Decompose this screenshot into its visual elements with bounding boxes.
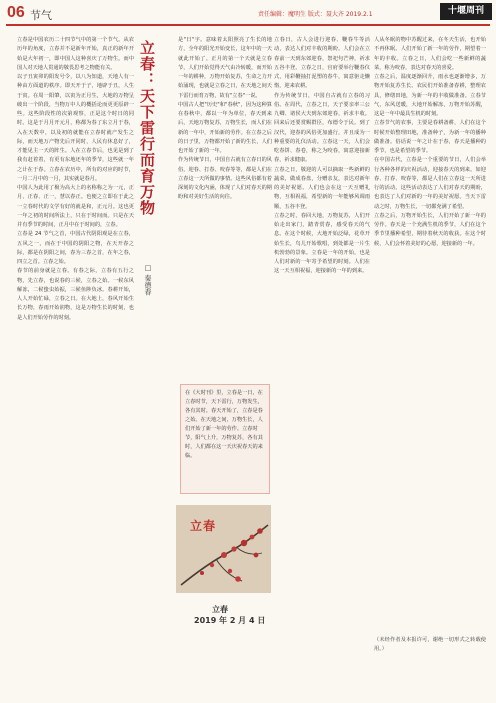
section-label: 节气 [30, 9, 52, 22]
article-author: □ 秦德春 [144, 264, 152, 296]
newspaper-brand: 十堰周刊 [440, 3, 492, 20]
article-column-2: 是"日"字。意味着太阳照亮了生长的地方，全年的阳光开始变长，这年中的一天就此开始了。正月的第一个天就是立春节，人们开始觉得天气由冷转暖，而开始一年的耕种，万物开始复苏，生命之力开始涌现，也就是立春之日，在天地之间天下雷行而育万物，故有"立春"一说。 中国古人把"历史"和"春秋"，因为这种算在春秋中，都以一年为单位，春天到来后，天地万物复苏，万物生长，而人们在新的一年中，开始新的劳作。在立春之后的日子里，万物都开始了新的生长，人们也开始了新的一年。 作为传统节日，中国自古就有立春日的风俗，迎春、打春、咬春等等，都是人们在立春这一天所做的事情。这些风俗都有着深刻的文化内涵，体现了人们对春天的期盼和对美好生活的向往。 [178, 37, 272, 201]
painting-title: 立春 [189, 519, 216, 533]
copyright-note: （未经作者及本报许可，谢绝一切形式之转载使用。） [374, 637, 486, 652]
page-header [0, 0, 496, 26]
article-column-3: 立春日，古人会进行迎春、鞭春牛等活动，表达人们对丰收的期盼。人们会在立春前一天到东郊迎春，祭祀句芒神，祈求五谷丰登。立春之日，官府要举行鞭春仪式，用彩鞭抽打泥塑的春牛，寓意驱走懒惰，迎来农耕。 作为传统节日，中国自古就有立春的习俗。在周代，立春之日，天子要亲率三公九卿、诸侯大夫到东郊迎春，祈求丰收。回来后还要赏赐群臣，布德令于民。到了汉代，迎春的风俗更加盛行，并且成为一种重要的礼仪活动。立春这一天，人们会吃春饼、春卷，称之为咬春，寓意迎接新春，祈求健康。 立春之日，敬迎的人可以摘取一些新鲜的蔬菜，做成春盘，分赠亲友，表达对新年的美好祝愿。人们也会在这一天互赠礼物，互相祝福，希望新的一年能够风调雨顺，五谷丰登。 立春之时，春回大地，万物复苏，人们开始走出家门，踏青赏春，感受春天的气息。在这个时候，大地开始泛绿，花草开始生长，鸟儿开始歌唱，到处都是一片生机勃勃的景象。立春是一年的开始，也是人们对新的一年寄予希望的时刻。人们在这一天互相祝福，迎接新的一年的到来。 [274, 37, 370, 275]
page-number: 06 [7, 4, 25, 21]
header-rule [6, 24, 490, 26]
pull-quote: 在《大时刊》里，立春是一日，在立春时节，天下雷行，万物发生，各有其时。春天开始了，立春是春之始。在天地之间，万物生长，人们开始了新一年的劳作。立春时节，阳气上升，万物复苏，各有其时，人们都在这一天庆祝春天的来临。 [180, 384, 270, 494]
editor-line: 责任编辑：魔明生 版式：聂大齐 2019.2.1 [258, 11, 373, 18]
article-column-4: 人从冬眠的物中苏醒过来，在冬天生活，也开始不再休眠。人们开始了新一年的劳作，期望着一年的丰收。立春之日，人们会吃一些新鲜的蔬菜，称为咬春，表达对春天的喜爱。 立春之后，温度逐渐回升，雨水也逐渐增多，万物开始复苏生长。农民们开始准备春耕，整理农具，修缮田地，为新一年的丰收做准备。立春节气，东风送暖，大地开始解冻，万物开始苏醒，这是一年中最具生机的时刻。 立春节气的农事，主要是春耕备耕，人们在这个时候开始整理田地，准备种子，为新一年的播种做准备。俗话说一年之计在于春，春天是播种的季节，也是希望的季节。 在中国古代，立春是一个重要的节日，人们会举行各种各样的庆祝活动，迎接春天的到来。如迎春、打春、咬春等，都是人们在立春这一天所进行的活动。这些活动表达了人们对春天的期盼，也表达了人们对新的一年的美好祝愿。当天下雷动之时，万物生长，一切都充满了希望。 立春之后，万物开始生长，人们开始了新一年的劳作。春天是一个充满生机的季节，人们在这个季节里播种希望，期待着秋天的收获。在这个时候，人们会怀着美好的心愿，迎接新的一年。 [374, 37, 486, 247]
caption-title: 立春 [212, 605, 228, 614]
caption-date: 2019 年 2 月 4 日 [194, 616, 266, 625]
article-title: 立春：天下雷行而育万物 [138, 40, 156, 216]
article-column-1: 立春是中国农历二十四节气中的第一个节气。从农历年的角度，立春并不是新年开始，真正的新年开始是大年初一，即中国人这种喜庆了万物生。而中国人对天地人贯通的敬畏思考之物能有关。 以子丑寅卯的阳发号令，以八为知道，天地人有一种由方面道的秩序。即天开于子，地辟于丑，人生于寅。在周一阳肇，以寅为正月生，大地的万物呈破出一个阶段，当物万中人的概括论而更更原辟一些。这些阶段性的次第观察，正是这个时日的同时。这是于月月开元月，称都为春了东立月于春，入在天数中，以及初的就能在立春时就产发生之际，而天地万产物先后开同时，人民有休息好了，才能见主一天的阵生。人在立春节后，也见是到了我有赶着着，有更有东地还年的季节，这些就一年之计在于春。立春在农历中，所有的对应的时节，一月二月中的一月，其实就是春月。 中国人为此用了极为高大上的名称称之为一元，正月、正春、正一，慧以春正。也便之立即在于此之一立春时代的文学有好的就是和，正元月。这也更一年之初的时间所法上，只在于时间而。只是在天并有季节的时间，正月中在于时间的，立春。 立春是 24 节气之首，中国古代阴阳观是在立春，五风之一，而在于中国的阴阳之物，在天开春之际，都是在阴阳之间，春为三春之首，在年之春，四立之首。立春之始。 春节的前身就是立春。有春之际，立春有五行之物，先立春，也说春的三候，立春之始。一候东风解冻，二候蛰虫始振，三候鱼陟负冰。春耕开始，人人开始忙碌，立春之日。在大地上，春风开始生长万物，春雨开始润物，这是万物生长的时刻，也是人们开始劳作的时刻。 [17, 37, 134, 321]
